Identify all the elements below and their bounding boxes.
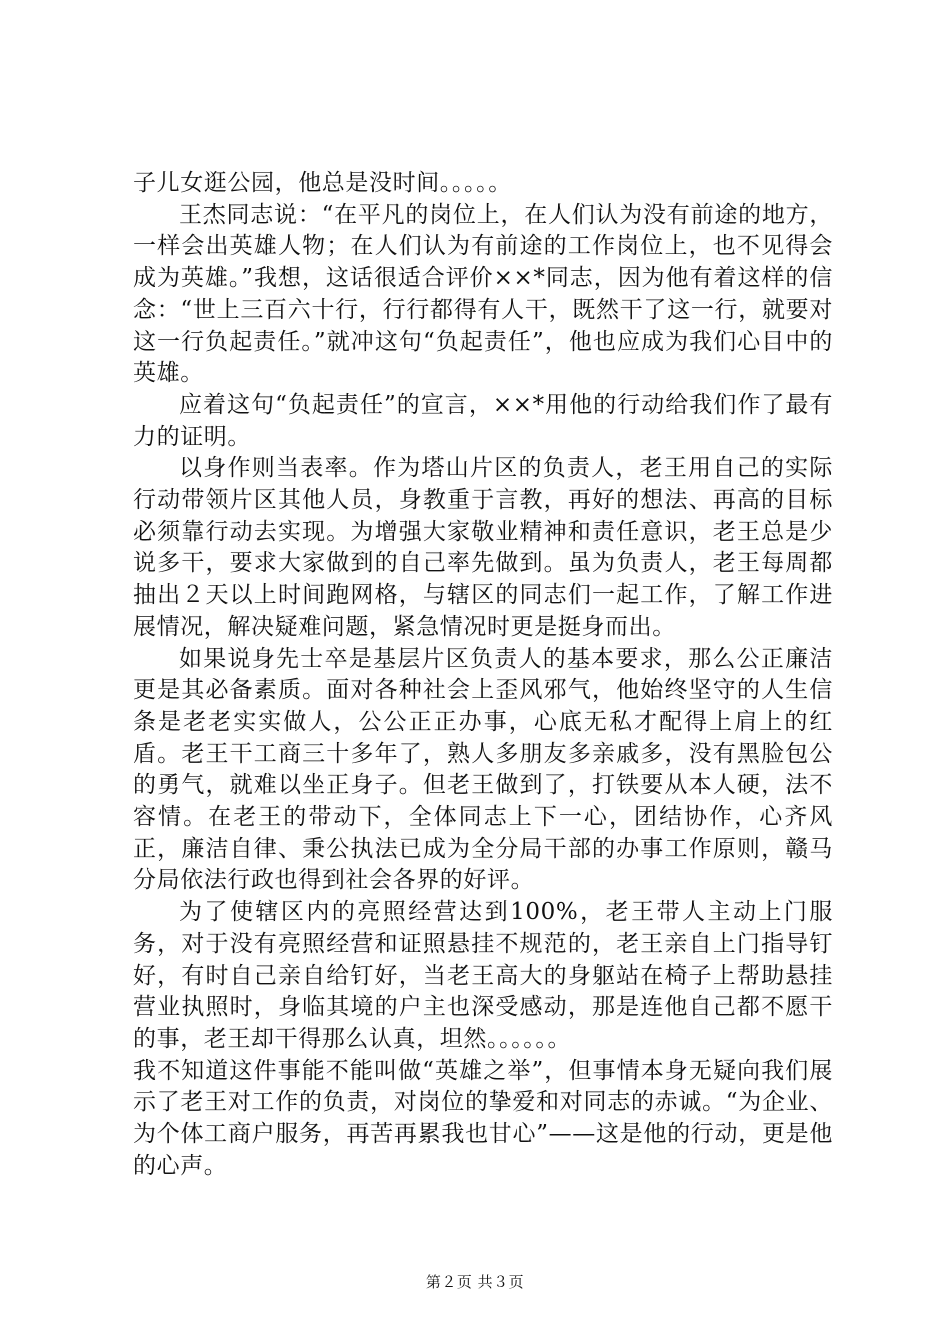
paragraph-4: 以身作则当表率。作为塔山片区的负责人，老王用自己的实际行动带领片区其他人员，身教重于言教，再好的想法、再高的目标必须靠行动去实现。为增强大家敬业精神和责任意识，老王总是少说多干，要求大家做到的自己率先做到。虽为负责人，老王每周都抽出２天以上时间跑网格，与辖区的同志们一起工作，了解工作进展情况，解决疑难问题，紧急情况时更是挺身而出。	[133, 455, 833, 640]
paragraph-2: 王杰同志说：“在平凡的岗位上，在人们认为没有前途的地方，一样会出英雄人物；在人们认为有前途的工作岗位上，也不见得会成为英雄。”我想，这话很适合评价××*同志，因为他有着这样的信念：“世上三百六十行，行行都得有人干，既然干了这一行，就要对这一行负起责任。”就冲这句“负起责任”，他也应成为我们心目中的英雄。	[133, 201, 833, 387]
paragraph-3: 应着这句“负起责任”的宣言，××*用他的行动给我们作了最有力的证明。	[133, 391, 833, 450]
paragraph-6: 为了使辖区内的亮照经营达到100%，老王带人主动上门服务，对于没有亮照经营和证照悬挂不规范的，老王亲自上门指导钉好，有时自己亲自给钉好，当老王高大的身躯站在椅子上帮助悬挂营业执照时，身临其境的户主也深受感动，那是连他自己都不愿干的事，老王却干得那么认真，坦然。。。。。。	[133, 899, 833, 1052]
document-body	[133, 168, 833, 1183]
paragraph-1: 子儿女逛公园，他总是没时间。。。。。	[133, 170, 512, 196]
page-number-footer: 第２页 共３页	[425, 1273, 525, 1291]
paragraph-5: 如果说身先士卒是基层片区负责人的基本要求，那么公正廉洁更是其必备素质。面对各种社会上歪风邪气，他始终坚守的人生信条是老老实实做人，公公正正办事，心底无私才配得上肩上的红盾。老王干工商三十多年了，熟人多朋友多亲戚多，没有黑脸包公的勇气，就难以坐正身子。但老王做到了，打铁要从本人硬，法不容情。在老王的带动下，全体同志上下一心，团结协作，心齐风正，廉洁自律、秉公执法已成为全分局干部的办事工作原则，赣马分局依法行政也得到社会各界的好评。	[133, 645, 833, 894]
paragraph-7: 我不知道这件事能不能叫做“英雄之举”，但事情本身无疑向我们展示了老王对工作的负责，对岗位的挚爱和对同志的赤诚。“为企业、为个体工商户服务，再苦再累我也甘心”——这是他的行动，更是他的心声。	[133, 1057, 833, 1179]
